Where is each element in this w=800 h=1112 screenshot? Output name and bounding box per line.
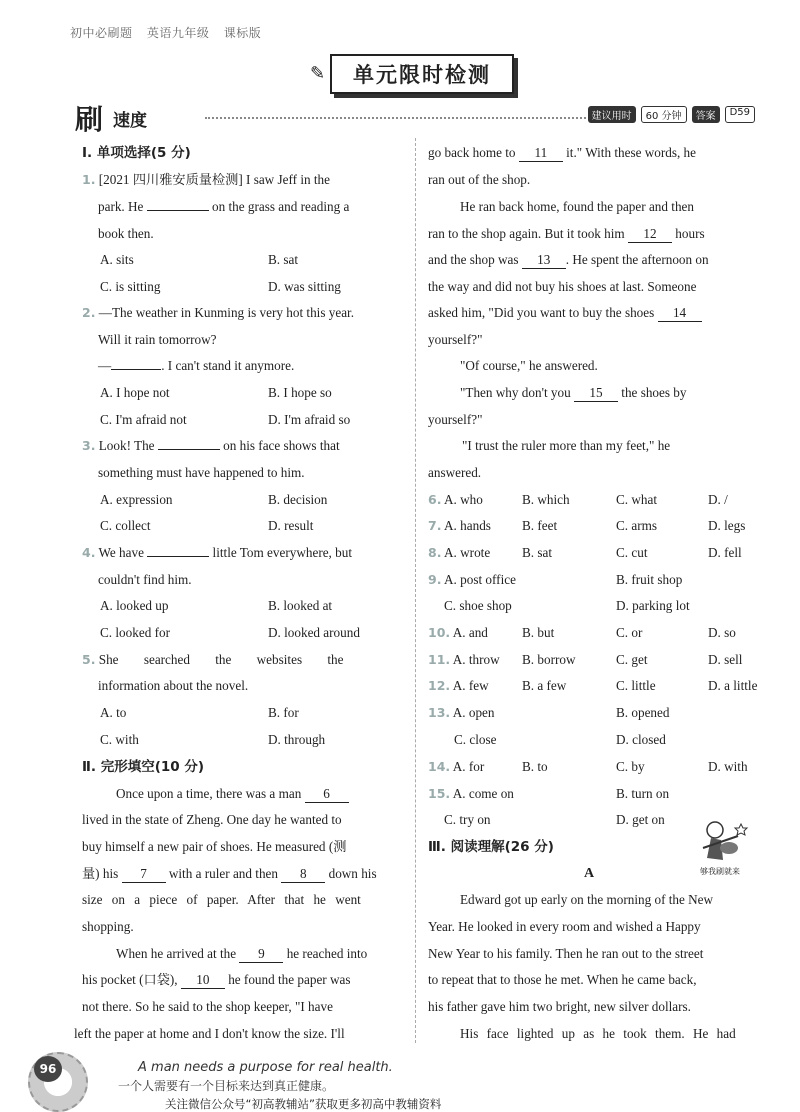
column-divider	[415, 138, 416, 1043]
q1-text: on the grass and reading a	[212, 199, 350, 214]
cloze-text: it." With these words, he	[566, 145, 696, 160]
q4-line2: couldn't find him.	[98, 572, 192, 587]
option-a[interactable]: A. expression	[100, 492, 173, 507]
option-c[interactable]: C. by	[616, 759, 645, 774]
option-d[interactable]: D. closed	[616, 732, 666, 747]
passage-label: A	[584, 866, 595, 881]
option-a[interactable]: A. open	[452, 705, 495, 720]
option-a[interactable]: A. for	[452, 759, 485, 774]
option-a[interactable]: A. to	[100, 705, 127, 720]
question-number: 3.	[82, 438, 96, 453]
passage-line: his father gave him two bright, new silver dollars.	[428, 999, 691, 1014]
answer-label: 答案	[692, 106, 720, 123]
cloze-line: yourself?"	[428, 412, 483, 427]
q3-text: Look! The	[98, 438, 155, 453]
cloze-text: Once upon a time, there was a man	[116, 786, 302, 801]
option-d[interactable]: D. /	[708, 492, 728, 507]
option-a[interactable]: A. I hope not	[100, 385, 170, 400]
option-number: 6.	[428, 492, 442, 507]
option-b[interactable]: B. a few	[522, 678, 567, 693]
cloze-text: his pocket (口袋),	[82, 972, 178, 987]
cloze-line: left the paper at home and I don't know the size. I'll	[74, 1026, 345, 1041]
cloze-line: "I trust the ruler more than my feet," he	[462, 438, 671, 453]
question-number: 5.	[82, 652, 96, 667]
cloze-line	[116, 786, 349, 803]
book-edition: 课标版	[223, 26, 262, 40]
option-d[interactable]: D. so	[708, 625, 736, 640]
q4-text: little Tom everywhere, but	[212, 545, 353, 560]
cloze-text: "Then why don't you	[460, 385, 571, 400]
cloze-line: yourself?"	[428, 332, 483, 347]
cloze-text: asked him, "Did you want to buy the shoes	[428, 305, 655, 320]
book-name: 初中必刷题	[70, 26, 133, 40]
suggest-value: 60 分钟	[641, 106, 687, 123]
option-d[interactable]: D. result	[268, 518, 314, 533]
option-a[interactable]: A. sits	[100, 252, 134, 267]
q2-line1: —The weather in Kunming is very hot this year.	[98, 305, 355, 320]
answer-blank[interactable]	[158, 449, 220, 450]
option-d[interactable]: D. fell	[708, 545, 742, 560]
option-b[interactable]: B. fruit shop	[616, 572, 683, 587]
brush-char: 刷	[75, 103, 104, 136]
cloze-text: ran to the shop again. But it took him	[428, 226, 625, 241]
option-d[interactable]: D. parking lot	[616, 598, 690, 613]
option-b[interactable]: B. which	[522, 492, 570, 507]
question-4	[82, 545, 352, 561]
option-a[interactable]: A. post office	[444, 572, 516, 587]
speed-label: 速度	[113, 111, 147, 131]
cloze-text: with a ruler and then	[168, 866, 278, 881]
option-number: 12.	[428, 678, 451, 693]
option-number: 7.	[428, 518, 442, 533]
blank-7[interactable]: 7	[122, 866, 166, 883]
question-3	[82, 438, 340, 454]
cloze-text: hours	[675, 226, 705, 241]
option-c[interactable]: C. shoe shop	[444, 598, 512, 613]
option-d[interactable]: D. sell	[708, 652, 743, 667]
option-c[interactable]: C. get	[616, 652, 648, 667]
option-number: 8.	[428, 545, 442, 560]
option-a[interactable]: A. come on	[452, 786, 514, 801]
cloze-text: he found the paper was	[228, 972, 351, 987]
suggested-time	[588, 106, 755, 123]
option-b[interactable]: B. but	[522, 625, 555, 640]
answer-blank[interactable]	[147, 210, 209, 211]
option-number: 9.	[428, 572, 442, 587]
answer-blank[interactable]	[147, 556, 209, 557]
cloze-line	[116, 946, 367, 963]
q1-line3: book then.	[98, 226, 154, 241]
cloze-line: the way and did not buy his shoes at last. Someone	[428, 279, 697, 294]
option-c[interactable]: C. with	[100, 732, 139, 747]
q5-line2: information about the novel.	[98, 678, 249, 693]
option-c[interactable]: C. little	[616, 678, 656, 693]
option-b[interactable]: B. borrow	[522, 652, 576, 667]
option-c[interactable]: C. I'm afraid not	[100, 412, 187, 427]
pencil-icon: ✎	[310, 63, 326, 83]
cloze-line: "Of course," he answered.	[460, 358, 598, 373]
passage-line: New Year to his family. Then he ran out to the street	[428, 946, 704, 961]
option-b[interactable]: B. I hope so	[268, 385, 332, 400]
option-c[interactable]: C. cut	[616, 545, 648, 560]
option-number: 11.	[428, 652, 451, 667]
option-b[interactable]: B. sat	[268, 252, 299, 267]
cloze-line: ran out of the shop.	[428, 172, 531, 187]
blank-15[interactable]: 15	[574, 385, 618, 402]
passage-line: Year. He looked in every room and wished a Happy	[428, 919, 701, 934]
cloze-text: he reached into	[286, 946, 368, 961]
cloze-text: down his	[328, 866, 377, 881]
option-d[interactable]: D. through	[268, 732, 326, 747]
option-b[interactable]: B. decision	[268, 492, 328, 507]
option-c[interactable]: C. is sitting	[100, 279, 161, 294]
dotted-divider	[205, 117, 605, 119]
cloze-text: and the shop was	[428, 252, 519, 267]
cloze-line	[428, 145, 696, 162]
option-c[interactable]: C. or	[616, 625, 643, 640]
option-b[interactable]: B. opened	[616, 705, 670, 720]
option-c[interactable]: C. what	[616, 492, 658, 507]
cloze-text: the shoes by	[621, 385, 687, 400]
option-number: 13.	[428, 705, 451, 720]
cloze-line	[460, 385, 686, 402]
page-number: 96	[34, 1056, 62, 1082]
cloze-text: When he arrived at the	[116, 946, 237, 961]
q1-line2	[98, 199, 349, 215]
blank-13[interactable]: 13	[522, 252, 566, 269]
mascot-caption: 够我刷就来	[700, 867, 740, 876]
option-b[interactable]: B. to	[522, 759, 548, 774]
q5-line1: She searched the websites the	[98, 652, 344, 667]
guitar-mascot-icon	[693, 818, 753, 870]
passage-line: Edward got up early on the morning of the New	[460, 892, 714, 907]
suggest-label: 建议用时	[588, 106, 636, 123]
option-a[interactable]: A. throw	[452, 652, 500, 667]
cloze-line: not there. So he said to the shop keeper, "I have	[82, 999, 333, 1014]
cloze-line: buy himself a new pair of shoes. He measured (测	[82, 839, 347, 854]
blank-14[interactable]: 14	[658, 305, 702, 322]
option-c[interactable]: C. try on	[444, 812, 491, 827]
page-title: 单元限时检测	[330, 54, 514, 94]
question-2	[82, 305, 354, 321]
page-footer	[0, 1040, 800, 1109]
speed-bar	[75, 100, 755, 136]
option-d[interactable]: D. I'm afraid so	[268, 412, 351, 427]
section-1-heading: Ⅰ. 单项选择(5 分)	[82, 145, 191, 161]
cloze-line	[428, 226, 705, 243]
question-number: 2.	[82, 305, 96, 320]
cloze-line: size on a piece of paper. After that he went	[82, 892, 361, 907]
blank-12[interactable]: 12	[628, 226, 672, 243]
answer-page: D59	[725, 106, 755, 123]
option-b[interactable]: B. for	[268, 705, 299, 720]
q2-line2: Will it rain tomorrow?	[98, 332, 217, 347]
cloze-line: lived in the state of Zheng. One day he wanted to	[82, 812, 342, 827]
cloze-line: shopping.	[82, 919, 134, 934]
blank-6[interactable]: 6	[305, 786, 349, 803]
option-a[interactable]: A. wrote	[444, 545, 491, 560]
wechat-notice: 关注微信公众号“初高教辅站”获取更多初高中教辅资料	[165, 1097, 442, 1111]
cloze-line: answered.	[428, 465, 482, 480]
option-c[interactable]: C. collect	[100, 518, 151, 533]
option-a[interactable]: A. hands	[444, 518, 491, 533]
cloze-line: He ran back home, found the paper and then	[460, 199, 694, 214]
dash: —	[98, 358, 112, 373]
question-5	[82, 652, 406, 668]
q4-text: We have	[98, 545, 144, 560]
option-c[interactable]: C. close	[454, 732, 497, 747]
blank-11[interactable]: 11	[519, 145, 563, 162]
question-number: 4.	[82, 545, 96, 560]
option-b[interactable]: B. turn on	[616, 786, 670, 801]
option-d[interactable]: D. legs	[708, 518, 746, 533]
cloze-line	[82, 972, 351, 989]
blank-9[interactable]: 9	[239, 946, 283, 963]
cloze-text: go back home to	[428, 145, 516, 160]
option-d[interactable]: D. looked around	[268, 625, 360, 640]
option-a[interactable]: A. and	[452, 625, 488, 640]
book-header	[70, 24, 271, 41]
option-number: 15.	[428, 786, 451, 801]
cloze-text: . He spent the afternoon on	[565, 252, 709, 267]
q1-line1: [2021 四川雅安质量检测] I saw Jeff in the	[98, 172, 330, 187]
cloze-line	[428, 305, 702, 322]
passage-line: to repeat that to those he met. When he came back,	[428, 972, 697, 987]
section-3-heading: Ⅲ. 阅读理解(26 分)	[428, 839, 554, 855]
quote-chinese: 一个人需要有一个目标来达到真正健康。	[118, 1079, 335, 1093]
cloze-line	[428, 252, 709, 269]
option-d[interactable]: D. was sitting	[268, 279, 341, 294]
cloze-line	[82, 866, 377, 883]
answer-blank[interactable]	[111, 369, 161, 370]
option-d[interactable]: D. get on	[616, 812, 665, 827]
q1-text: park. He	[98, 199, 144, 214]
section-2-heading: Ⅱ. 完形填空(10 分)	[82, 759, 205, 775]
option-b[interactable]: B. looked at	[268, 598, 333, 613]
cloze-text: 量) his	[82, 866, 119, 881]
option-b[interactable]: B. feet	[522, 518, 558, 533]
option-c[interactable]: C. looked for	[100, 625, 170, 640]
passage-line: His face lighted up as he took them. He had	[460, 1026, 736, 1041]
option-number: 14.	[428, 759, 451, 774]
blank-8[interactable]: 8	[281, 866, 325, 883]
option-number: 10.	[428, 625, 451, 640]
option-c[interactable]: C. arms	[616, 518, 658, 533]
option-a[interactable]: A. who	[444, 492, 483, 507]
q3-line2: something must have happened to him.	[98, 465, 305, 480]
q2-text: . I can't stand it anymore.	[161, 358, 295, 373]
option-b[interactable]: B. sat	[522, 545, 553, 560]
option-d[interactable]: D. a little	[708, 678, 758, 693]
quote-english: A man needs a purpose for real health.	[138, 1060, 393, 1075]
blank-10[interactable]: 10	[181, 972, 225, 989]
book-subject: 英语九年级	[146, 26, 210, 40]
option-a[interactable]: A. looked up	[100, 598, 169, 613]
q2-line3	[98, 358, 294, 374]
question-number: 1.	[82, 172, 96, 187]
option-d[interactable]: D. with	[708, 759, 748, 774]
option-a[interactable]: A. few	[452, 678, 489, 693]
q3-text: on his face shows that	[223, 438, 340, 453]
question-1	[82, 172, 330, 188]
